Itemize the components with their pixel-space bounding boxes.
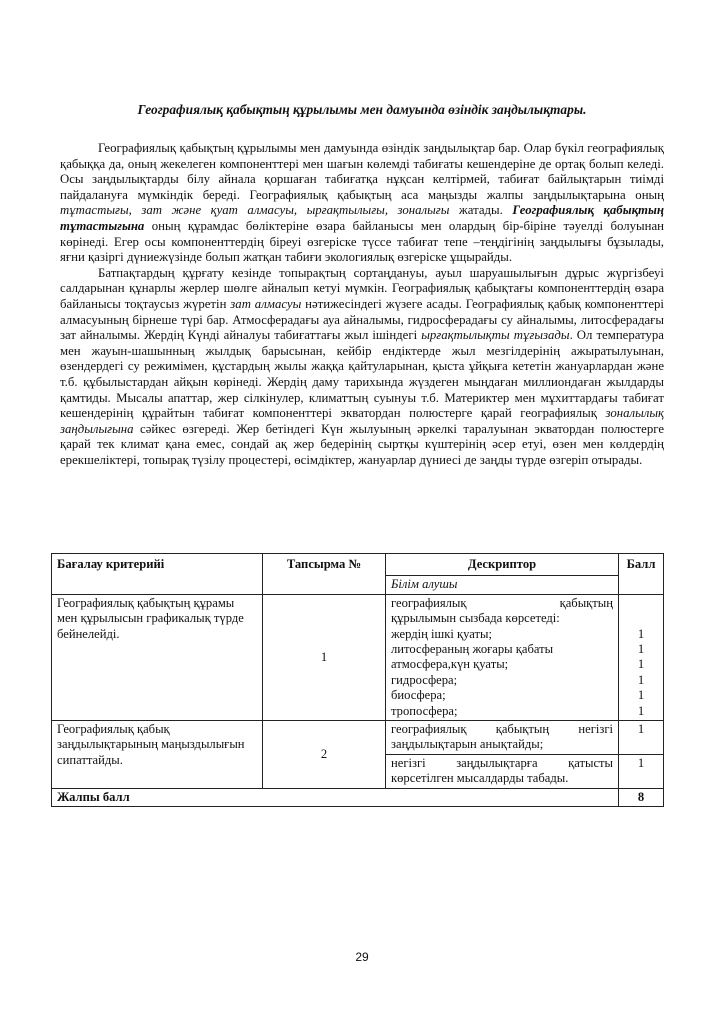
- descriptor-line: литосфераның жоғары қабаты: [391, 641, 554, 656]
- descriptor-line: жердің ішкі қуаты;: [391, 626, 492, 641]
- criterion-cell: Географиялық қабық заңдылықтарының маңыздылығын сипаттайды.: [52, 720, 263, 788]
- total-label: Жалпы балл: [52, 788, 619, 806]
- score-value: [624, 611, 658, 626]
- p2-text: Батпақтардың құрғату кезінде топырақтың сортаңдануы, ауыл шаруашылығын дұрыс жүргізбеуі салдарынан құнарлы жерлер шөлге айналып кетуі мүмкін. Географиялық қабықтағы компоненттердің өзара байланысы тоқтаусыз жүретін: [60, 265, 664, 311]
- score-value: 1: [637, 672, 645, 687]
- assessment-table: [51, 553, 664, 807]
- table-header-row: [52, 554, 664, 576]
- score-cell: 1: [619, 720, 664, 754]
- score-value: 1: [637, 657, 645, 672]
- p2-text: . Ол температура мен жауын-шашынның жылдық барысынан, кейбір ендіктерде жыл мезгілдерінің ажыратылуынан, өзендердегі су режимімен, құстардың жылы жаққа қайтуларынан, қыста ұйқыға кететін жануарлардан және т.б. құбылыстардан айқын көрінеді. Жердің даму тарихында жүздеген мыңдаған миллиондаған жылдарды қамтиды. Мысалы апаттар, жер сілкінулер, климаттың суынуы т.б. Материктер мен мұхиттардағы табиғат кешендерінің құрайтын табиғат компоненттері экватордан полюстерге қарай географиялық: [60, 328, 664, 421]
- descriptor-line: тропосфера;: [391, 703, 458, 718]
- score-value: [624, 596, 658, 611]
- total-value: 8: [619, 788, 664, 806]
- table-row: [52, 720, 664, 754]
- score-value: 1: [637, 626, 645, 641]
- criterion-cell: Географиялық қабықтың құрамы мен құрылысын графикалық түрде бейнелейді.: [52, 594, 263, 720]
- descriptor-line: көрсетілген мысалдарды табады.: [391, 771, 569, 786]
- descriptor-line: гидросфера;: [391, 672, 458, 687]
- p2-text: сәйкес өзгереді. Жер бетіндегі Күн жылуының әркелкі таралуынан экватордан полюстерге қарай тек климат қана емес, сондай ақ жер бедерінің сыртқы күштерінің әсер етуі, өзен мен көлдердің ерекшеліктері, топырақ түзілу процестері, өсімдіктер, жануарлар дүниесі де заңды түрде өзгеріп отырады.: [60, 421, 664, 467]
- descriptor-line: құрылымын сызбада көрсетеді:: [391, 611, 560, 626]
- p1-text: Географиялық қабықтың құрылымы мен дамуында өзіндік заңдылықтар бар. Олар бүкіл географиялық қабыққа да, оның жекелеген компоненттері мен шағын көлемді табиғаты кешендеріне де ортақ болып келеді. Осы заңдылықтарды білу айнала қоршаған табиғатқа нұқсан келтірмей, табиғат байлықтарын тиімді пайдалануға мүмкіндік береді. Географиялық қабықтың аса маңызды жалпы заңдылықтарына оның: [60, 141, 664, 202]
- header-score: Балл: [619, 554, 664, 595]
- table-row: [52, 594, 664, 720]
- score-cell: 1: [619, 754, 664, 788]
- p1-text: оның құрамдас бөліктеріне өзара байланысы мен олардың бір-біріне тәуелді болуынан көрінеді. Егер осы компоненттердің біреуі өзгеріске түссе табиғат тепе –теңдігінің заңдылығы бұзылады, яғни қазіргі дүниежүзінде болып жатқан табиғи экологиялық өзгеріске ұщырайды.: [60, 218, 664, 265]
- total-row: [52, 788, 664, 806]
- descriptor-cell: [386, 720, 619, 754]
- descriptor-line: атмосфера,күн қуаты;: [391, 657, 509, 672]
- p1-emphasis-laws: тұтастығы, зат және қуат алмасуы, ырғақтылығы, зоналығы: [60, 203, 450, 218]
- descriptor-line: негізгі заңдылықтарға қатысты: [391, 755, 613, 770]
- paragraph-1: [60, 141, 664, 266]
- score-value: 1: [637, 703, 645, 718]
- score-value: 1: [637, 641, 645, 656]
- p2-text: нәтижесіндегі жүзеге асады. Географиялық қабық компоненттері алмасуының бірнеше түрі бар. Атмосферадағы ауа айналымы, гидросферадағы су айналымы, литосферадағы зат айналымы. Жердің Күнді айналуы табиғаттағы жыл ішіндегі: [60, 296, 664, 343]
- header-descriptor: Дескриптор: [386, 554, 619, 576]
- descriptor-cell: [386, 594, 619, 720]
- page-number: 29: [355, 950, 369, 964]
- p1-text: жатады.: [449, 203, 513, 218]
- p2-emphasis-zonality: зоналылық заңдылығына: [60, 406, 664, 436]
- descriptor-line: биосфера;: [391, 688, 446, 703]
- score-value: 1: [637, 688, 645, 703]
- task-number-cell: 2: [263, 720, 386, 788]
- header-criterion: Бағалау критерийі: [52, 554, 263, 595]
- p2-emphasis-rhythm: ырғақтылықты тұғызады: [421, 328, 570, 343]
- descriptor-line: географиялық қабықтың негізгі: [391, 721, 613, 736]
- paragraph-2: [60, 266, 664, 469]
- score-cell: [619, 594, 664, 720]
- task-number-cell: 1: [263, 594, 386, 720]
- p1-emphasis-integrity: Географиялық қабықтың тұтастығына: [60, 203, 664, 233]
- body-text: [60, 141, 664, 468]
- subheader-student: Білім алушы: [386, 576, 619, 594]
- descriptor-cell: [386, 754, 619, 788]
- p2-emphasis-exchange: зат алмасуы: [230, 296, 302, 311]
- section-title: Географиялық қабықтың құрылымы мен дамуында өзіндік заңдылықтары.: [137, 102, 587, 117]
- header-task: Тапсырма №: [263, 554, 386, 595]
- descriptor-line: заңдылықтарын анықтайды;: [391, 737, 544, 752]
- descriptor-line: географиялық қабықтың: [391, 595, 613, 610]
